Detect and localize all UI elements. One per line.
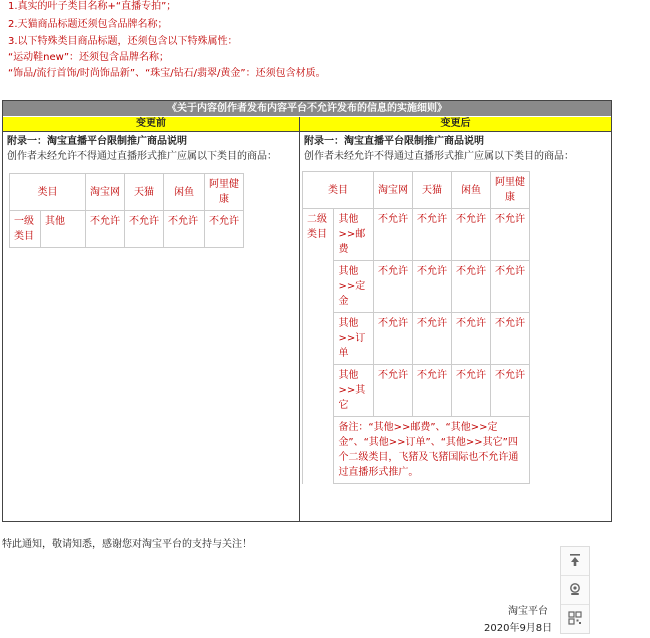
- customer-service-icon: [568, 582, 582, 599]
- after-title: 附录一：淘宝直播平台限制推广商品说明: [304, 136, 484, 147]
- intro-line-5: “饰品/流行首饰/时尚饰品新”、“珠宝/钻石/翡翠/黄金”：还须包含材质。: [8, 68, 326, 79]
- row-level: 一级类目: [10, 211, 41, 248]
- closing-notice: 特此通知，敬请知悉，感谢您对淘宝平台的支持与关注！: [2, 539, 252, 550]
- table-row: [303, 172, 530, 209]
- col-tmall: 天猫: [413, 172, 452, 209]
- before-column: [3, 117, 300, 521]
- cell-taobao: 不允许: [374, 209, 413, 261]
- customer-service-button[interactable]: [561, 576, 589, 605]
- col-xianyu: 闲鱼: [164, 174, 205, 211]
- signature-date: 2020年9月8日: [484, 623, 553, 634]
- before-header: 变更前: [3, 117, 299, 132]
- row-level: 二级类目: [303, 209, 334, 484]
- col-xianyu: 闲鱼: [452, 172, 491, 209]
- cell-tmall: 不允许: [413, 313, 452, 365]
- cell-xianyu: 不允许: [452, 365, 491, 417]
- row-category-name: 其他>>邮费: [334, 209, 374, 261]
- signature-org: 淘宝平台: [508, 606, 548, 617]
- table-row: [10, 174, 244, 211]
- cell-taobao: 不允许: [374, 261, 413, 313]
- cell-alihealth: 不允许: [491, 365, 530, 417]
- table-row: [10, 211, 244, 248]
- cell-xianyu: 不允许: [164, 211, 205, 248]
- qr-code-icon: [568, 611, 582, 628]
- qr-code-button[interactable]: [561, 605, 589, 633]
- row-category-name: 其他>>定金: [334, 261, 374, 313]
- table-note: 备注：“其他>>邮费”、“其他>>定金”、“其他>>订单”、“其他>>其它”四个二级类目，飞猪及飞猪国际也不允许通过直播形式推广。: [334, 417, 530, 484]
- cell-alihealth: 不允许: [491, 209, 530, 261]
- cell-xianyu: 不允许: [452, 261, 491, 313]
- col-category: 类目: [10, 174, 86, 211]
- cell-tmall: 不允许: [125, 211, 164, 248]
- after-header: 变更后: [300, 117, 611, 132]
- cell-tmall: 不允许: [413, 209, 452, 261]
- cell-taobao: 不允许: [86, 211, 125, 248]
- cell-xianyu: 不允许: [452, 313, 491, 365]
- row-category-name: 其他>>订单: [334, 313, 374, 365]
- cell-xianyu: 不允许: [452, 209, 491, 261]
- table-row: [303, 261, 530, 313]
- intro-line-1: 1.真实的叶子类目名称+“直播专拍”；: [8, 1, 177, 12]
- col-alihealth: 阿里健康: [205, 174, 244, 211]
- back-to-top-button[interactable]: [561, 547, 589, 576]
- table-row: [303, 417, 530, 484]
- intro-line-2: 2.天猫商品标题还须包含品牌名称；: [8, 19, 168, 30]
- table-row: [303, 313, 530, 365]
- before-description: 创作者未经允许不得通过直播形式推广应属以下类目的商品：: [7, 151, 277, 162]
- col-taobao: 淘宝网: [86, 174, 125, 211]
- before-table: [9, 173, 244, 248]
- after-column: [300, 117, 611, 521]
- cell-alihealth: 不允许: [205, 211, 244, 248]
- col-alihealth: 阿里健康: [491, 172, 530, 209]
- after-table: [302, 171, 530, 484]
- cell-tmall: 不允许: [413, 261, 452, 313]
- col-taobao: 淘宝网: [374, 172, 413, 209]
- back-to-top-icon: [568, 553, 582, 570]
- table-row: [303, 365, 530, 417]
- cell-alihealth: 不允许: [491, 313, 530, 365]
- intro-line-3: 3.以下特殊类目商品标题，还须包含以下特殊属性：: [8, 36, 238, 47]
- after-description: 创作者未经允许不得通过直播形式推广应属以下类目的商品：: [304, 151, 574, 162]
- intro-line-4: “运动鞋new”：还须包含品牌名称；: [8, 52, 170, 63]
- rule-banner: 《关于内容创作者发布内容平台不允许发布的信息的实施细则》: [3, 101, 611, 116]
- cell-taobao: 不允许: [374, 313, 413, 365]
- col-tmall: 天猫: [125, 174, 164, 211]
- table-row: [303, 209, 530, 261]
- cell-alihealth: 不允许: [491, 261, 530, 313]
- row-category-name: 其他: [41, 211, 86, 248]
- col-category: 类目: [303, 172, 374, 209]
- cell-tmall: 不允许: [413, 365, 452, 417]
- before-title: 附录一：淘宝直播平台限制推广商品说明: [7, 136, 187, 147]
- comparison-frame: [2, 100, 612, 522]
- floating-toolbar: [560, 546, 590, 634]
- row-category-name: 其他>>其它: [334, 365, 374, 417]
- cell-taobao: 不允许: [374, 365, 413, 417]
